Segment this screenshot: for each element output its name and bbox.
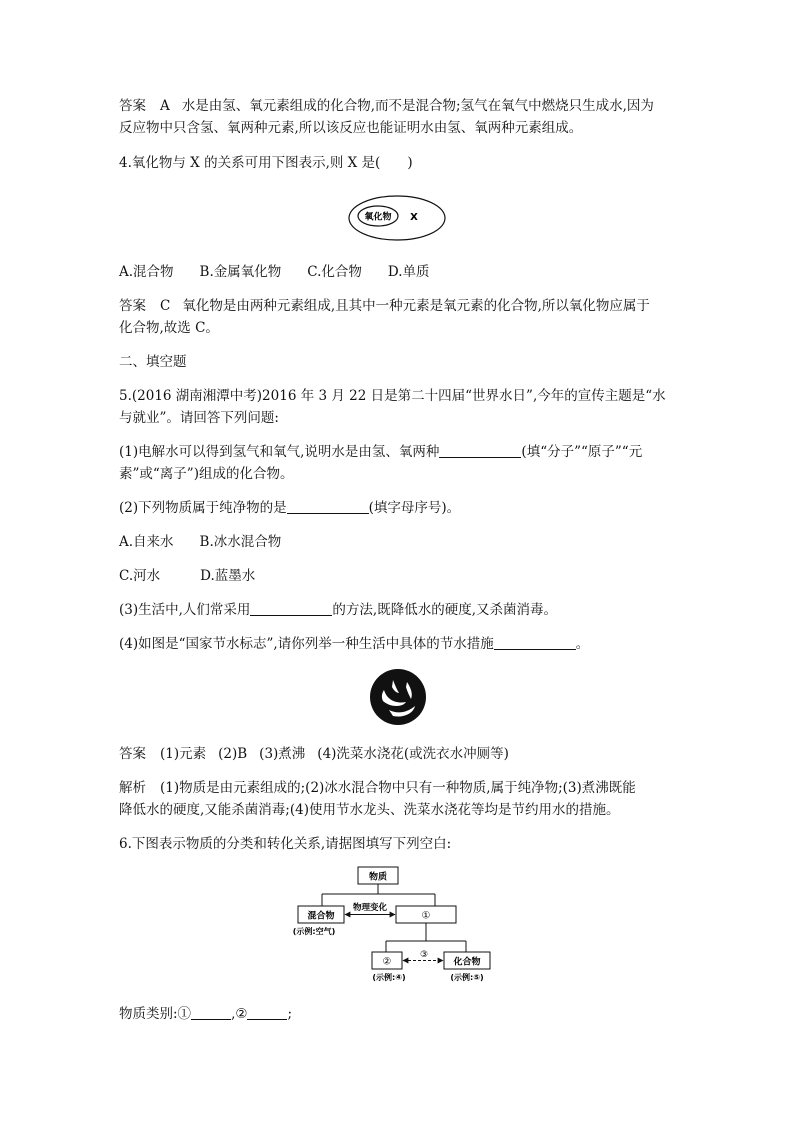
q5-sub2-options-row2 (119, 566, 679, 586)
label-3: ③ (419, 950, 429, 960)
q5-sub1-line1 (119, 442, 679, 462)
label-mixture-example: (示例:空气) (292, 927, 336, 936)
q6-fill-line (119, 1004, 679, 1024)
answer-text: 水是由氢、氧元素组成的化合物,而不是混合物;氢气在氧气中燃烧只生成水,因为 (181, 98, 654, 114)
fill-text-a: 物质类别:① (119, 1006, 192, 1022)
q5-sub2 (119, 498, 679, 518)
q5-sub4 (119, 634, 679, 654)
q5-analysis-line1 (119, 778, 679, 798)
q5-stem-line1: 5.(2016 湖南湘潭中考)2016 年 3 月 22 日是第二十四届“世界水日”,今年的宣传主题是“水 (119, 388, 666, 404)
sub1-text-b: (填“分子”“原子”“元 (521, 444, 643, 460)
answer-blank[interactable] (247, 1005, 287, 1020)
option-d: D.蓝墨水 (200, 568, 256, 584)
fill-text-c: ; (287, 1006, 293, 1022)
answer-label: 答案 (119, 98, 146, 114)
label-2: ② (382, 956, 392, 968)
analysis-label: 解析 (119, 780, 146, 796)
q4-answer-line1 (119, 296, 679, 316)
sub3-text-b: 的方法,既降低水的硬度,又杀菌消毒。 (332, 602, 558, 618)
q4-venn-diagram (347, 194, 447, 242)
option-d: D.单质 (387, 264, 430, 280)
sub2-text-b: (填字母序号)。 (368, 500, 461, 516)
q6-stem: 6.下图表示物质的分类和转化关系,请据图填写下列空白: (119, 836, 452, 852)
option-a: A.混合物 (119, 264, 174, 280)
sub4-text-a: (4)如图是“国家节水标志”,请你列举一种生活中具体的节水措施 (119, 636, 494, 652)
answer-part-1: (1)元素 (160, 746, 207, 762)
answer-label: 答案 (119, 746, 146, 762)
label-compound: 化合物 (453, 957, 481, 968)
label-matter: 物质 (368, 872, 388, 883)
fill-text-b: ,② (231, 1006, 248, 1022)
answer-choice: A (160, 98, 170, 114)
analysis-text: (1)物质是由元素组成的;(2)冰水混合物中只有一种物质,属于纯净物;(3)煮沸既能 (160, 780, 636, 796)
option-c: C.化合物 (307, 264, 362, 280)
answer-text: 氧化物是由两种元素组成,且其中一种元素是氧元素的化合物,所以氧化物应属于 (182, 298, 650, 314)
answer-part-4: (4)洗菜水浇花(或洗衣水冲厕等) (317, 746, 509, 762)
label-physical-change: 物理变化 (352, 903, 388, 913)
sub3-text-a: (3)生活中,人们常采用 (119, 602, 251, 618)
option-b: B.冰水混合物 (199, 534, 282, 550)
answer-blank[interactable] (494, 635, 576, 650)
q4-options (119, 262, 679, 282)
outer-label: X (410, 212, 418, 223)
answer-label: 答案 (119, 298, 146, 314)
water-saving-logo (369, 668, 427, 726)
section-title: 二、填空题 (119, 354, 187, 370)
label-mixture: 混合物 (307, 911, 335, 922)
q4-answer-line2: 化合物,故选 C。 (119, 320, 219, 336)
answer-choice: C (160, 298, 171, 314)
option-b: B.金属氧化物 (199, 264, 282, 280)
inner-label: 氧化物 (364, 212, 392, 223)
q3-answer-line1 (119, 96, 679, 116)
option-c: C.河水 (119, 568, 161, 584)
q5-sub2-options-row1 (119, 532, 679, 552)
option-a: A.自来水 (119, 534, 174, 550)
label-compound-example: (示例:⑤) (450, 973, 484, 982)
answer-blank[interactable] (250, 601, 332, 616)
q6-classification-diagram (284, 864, 514, 988)
q5-sub3 (119, 600, 679, 620)
q5-answer (119, 744, 679, 764)
q4-stem: 4.氧化物与 X 的关系可用下图表示,则 X 是( ) (119, 155, 413, 171)
answer-part-3: (3)煮沸 (259, 746, 306, 762)
answer-blank[interactable] (439, 443, 521, 458)
answer-blank[interactable] (191, 1005, 231, 1020)
q5-sub1-line2: 素”或“离子”)组成的化合物。 (119, 466, 294, 482)
q3-answer-line2: 反应物中只含氢、氧两种元素,所以该反应也能证明水由氢、氧两种元素组成。 (119, 120, 583, 136)
answer-part-2: (2)B (218, 746, 248, 762)
sub2-text-a: (2)下列物质属于纯净物的是 (119, 500, 287, 516)
answer-blank[interactable] (287, 499, 369, 514)
label-1: ① (421, 910, 431, 922)
sub4-text-b: 。 (575, 636, 590, 652)
q5-analysis-line2: 降低水的硬度,又能杀菌消毒;(4)使用节水龙头、洗菜水浇花等均是节约用水的措施。 (119, 802, 620, 818)
q5-stem-line2: 与就业”。请回答下列问题: (119, 410, 279, 426)
sub1-text-a: (1)电解水可以得到氢气和氧气,说明水是由氢、氧两种 (119, 444, 440, 460)
label-2-example: (示例:④) (372, 973, 406, 982)
